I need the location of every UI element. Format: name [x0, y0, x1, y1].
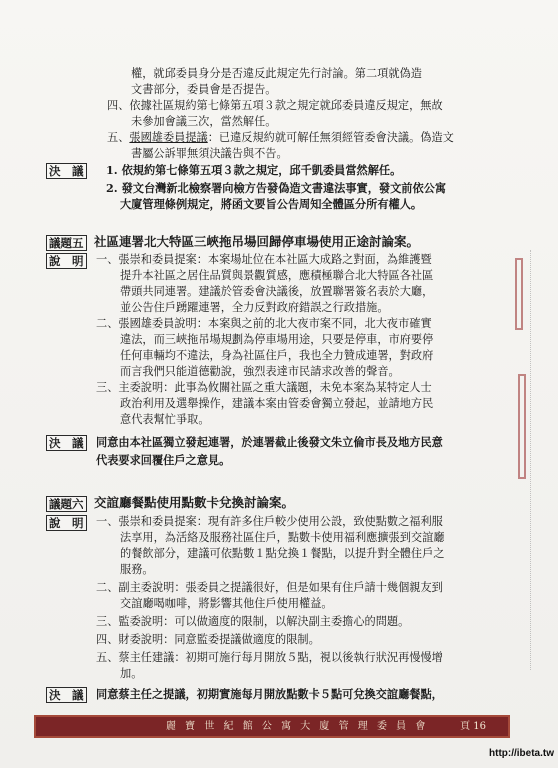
description-line: 四、財委說明：同意監委提議做適度的限制。	[96, 633, 320, 646]
agenda-title: 交誼廳餐點使用點數卡兌換討論案。	[94, 495, 295, 510]
description-line: 加。	[120, 667, 143, 680]
resolution-line: 2. 發文台灣新北檢察署向檢方告發偽造文書違法事實，發文前依公寓	[106, 181, 447, 195]
resolution-label: 決 議	[46, 435, 87, 451]
description-label: 說 明	[46, 253, 87, 269]
prev-item-rest: ：已違反規約就可解任無須經管委會決議。偽造文	[207, 131, 454, 144]
seal-stamp	[518, 374, 526, 479]
description-line: 並公告住戶踴躍連署，全力反對政府錯誤之行政措施。	[120, 301, 389, 314]
description-line: 二、張國雄委員說明：本案與之前的北大夜市案不同，北大夜市確實	[96, 317, 432, 330]
agenda-title: 社區連署北大特區三峽拖吊場回歸停車場使用正途討論案。	[94, 234, 420, 249]
resolution-line: 大廈管理條例規定，將函文要旨公告周知全體區分所有權人。	[120, 197, 423, 211]
resolution-line: 代表要求回覆住戶之意見。	[96, 453, 231, 467]
watermark: http://ibeta.tw	[489, 748, 554, 759]
description-line: 政治利用及選舉操作，建議本案由管委會獨立發起，並請地方民	[120, 397, 434, 410]
agenda-label: 議題五	[46, 235, 87, 251]
description-line: 任何車輛均不違法，身為社區住戶，我也全力贊成連署，對政府	[120, 349, 434, 362]
resolution-line: 1. 依規約第七條第五項３款之規定，邱千凱委員當然解任。	[106, 163, 402, 177]
prev-item-line: 權，就邱委員身分是否違反此規定先行討論。第二項就偽造	[131, 67, 422, 80]
page-number: 頁 16	[460, 721, 486, 732]
footer-bar	[34, 715, 510, 738]
scan-edge-line	[530, 250, 532, 670]
seal-stamp	[515, 258, 523, 330]
prev-item-line: 未參加會議三次，當然解任。	[131, 115, 277, 128]
prev-item-line: 文書部分，委員會是否提告。	[131, 83, 277, 96]
agenda-label: 議題六	[46, 496, 87, 512]
description-line: 二、副主委說明：張委員之提議很好，但是如果有住戶請十幾個親友到	[96, 581, 443, 594]
description-line: 法享用，為活絡及服務社區住戶，點數卡使用福利應擴張到交誼廳	[120, 531, 445, 544]
resolution-line: 同意由本社區獨立發起連署，於連署截止後發文朱立倫市長及地方民意	[96, 435, 443, 449]
prev-item-line: 書屬公訴罪無須決議告與不告。	[131, 147, 288, 160]
description-line: 一、張崇和委員提案：現有許多住戶較少使用公設，致使點數之福利服	[96, 515, 443, 528]
resolution-label: 決 議	[46, 687, 87, 703]
prev-item-line	[107, 130, 454, 146]
footer-title: 麗 寶 世 紀 館 公 寓 大 廈 管 理 委 員 會	[166, 721, 429, 732]
resolution-label: 決 議	[46, 163, 87, 179]
description-line: 三、監委說明：可以做適度的限制，以解決副主委擔心的問題。	[96, 615, 410, 628]
description-line: 服務。	[120, 563, 154, 576]
prev-item-name: 張國雄委員提議	[129, 131, 208, 144]
prev-item-prefix: 五、	[107, 131, 130, 144]
description-line: 而言我們只能道德勸說，強烈表達市民請求改善的聲音。	[120, 365, 400, 378]
description-line: 違法，而三峽拖吊場規劃為停車場用途，只要是停車，市府要停	[120, 333, 434, 346]
resolution-line: 同意蔡主任之提議，初期實施每月開放點數卡５點可兌換交誼廳餐點，	[96, 687, 443, 701]
description-label: 說 明	[46, 515, 87, 531]
description-line: 三、主委說明：此事為攸關社區之重大議題，未免本案為某特定人士	[96, 381, 432, 394]
description-line: 帶頭共同連署。建議於管委會決議後，放置聯署簽名表於大廳，	[120, 285, 434, 298]
description-line: 五、蔡主任建議：初期可施行每月開放５點，視以後執行狀況再慢慢增	[96, 651, 443, 664]
description-line: 提升本社區之居住品質與景觀質感，應積極聯合北大特區各社區	[120, 269, 434, 282]
prev-item-line: 四、依據社區規約第七條第五項３款之規定就邱委員違反規定，無故	[107, 99, 443, 112]
description-line: 一、張崇和委員提案：本案場址位在本社區大成路之對面，為維護暨	[96, 253, 432, 266]
description-line: 交誼廳喝咖啡，將影響其他住戶使用權益。	[120, 597, 333, 610]
description-line: 意代表幫忙爭取。	[120, 413, 210, 426]
description-line: 的餐飲部分，建議可依點數１點兌換１餐點，以提升對全體住戶之	[120, 547, 445, 560]
